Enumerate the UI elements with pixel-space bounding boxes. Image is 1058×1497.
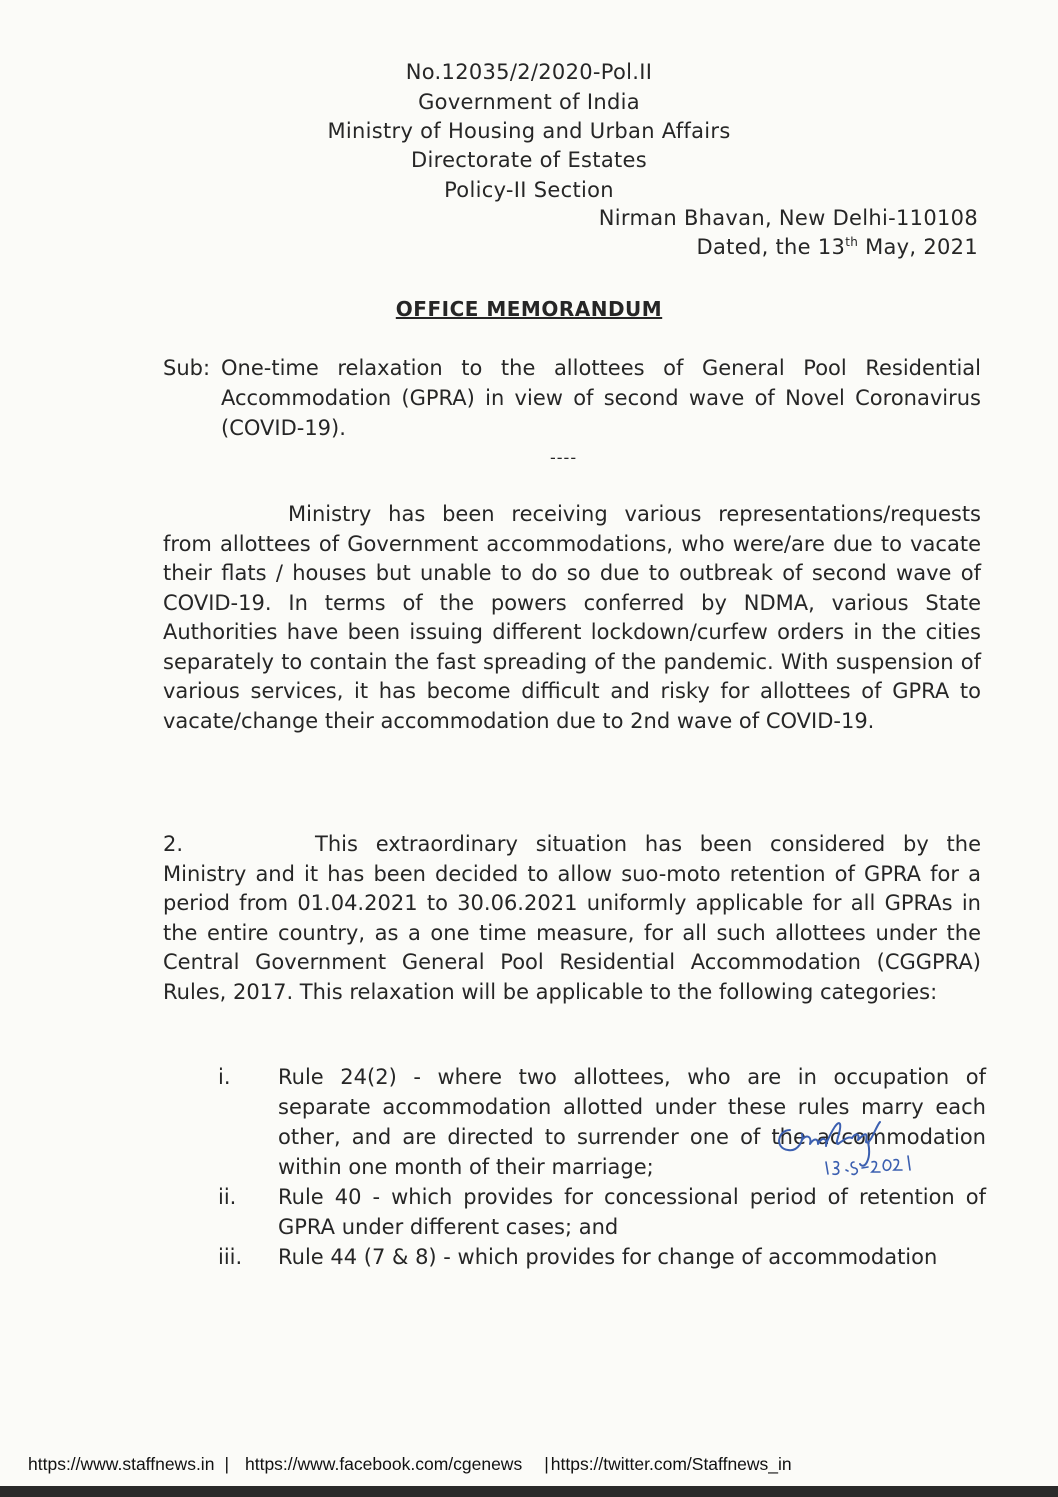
subject-separator: ---- [550,448,578,467]
facebook-link[interactable]: https://www.facebook.com/cgenews [244,1454,523,1474]
paragraph-1: Ministry has been receiving various representations/requests from allottees of Government accommodations, who were/are due to vacate their flats / houses but unable to do so due to outbreak of second wave of COVID-19. In terms of the powers conferred by NDMA, various State Authorities have been issuing different lockdown/curfew orders in the cities separately to contain the fast spreading of the pandemic. With suspension of various services, it has become difficult and risky for allottees of GPRA to vacate/change their accommodation due to 2nd wave of COVID-19. [163,502,981,733]
list-item [218,1242,986,1272]
subject-block [163,353,981,443]
directorate-line: Directorate of Estates [411,148,647,172]
date-prefix: Dated, the 13 [696,235,846,259]
date-line [697,235,978,259]
list-item-text: Rule 24(2) - where two allottees, who are in occupation of separate accommodation allotted under these rules marry each other, and are directed to surrender one of the accommodation within one month of their marriage; [278,1065,986,1179]
paragraph-2 [163,830,981,1007]
government-line: Government of India [418,90,640,114]
staffnews-link[interactable]: https://www.staffnews.in [28,1454,215,1474]
page-bottom-edge [0,1486,1058,1497]
date-superscript: th [845,235,859,249]
date-suffix: May, 2021 [858,235,978,259]
twitter-link[interactable]: https://twitter.com/Staffnews_in [550,1454,792,1474]
list-item-number: i. [218,1065,231,1089]
list-item-number: ii. [218,1185,237,1209]
list-item [218,1182,986,1242]
handwritten-signature [768,1100,928,1180]
list-item-text: Rule 44 (7 & 8) - which provides for change of accommodation [278,1245,938,1269]
paragraph-2-text: This extraordinary situation has been considered by the Ministry and it has been decided to allow suo-moto retention of GPRA for a period from 01.04.2021 to 30.06.2021 uniformly applicable for all GPRAs in the entire country, as a one time measure, for all such allottees under the Central Government General Pool Residential Accommodation (CGGPRA) Rules, 2017. This relaxation will be applicable to the following categories: [163,832,981,1004]
list-item-text: Rule 40 - which provides for concessional period of retention of GPRA under different cases; and [278,1185,986,1239]
subject-text: One-time relaxation to the allottees of General Pool Residential Accommodation (GPRA) in view of second wave of Novel Coronavirus (COVID-19). [221,356,981,440]
paragraph-2-number: 2. [163,832,184,856]
list-item-number: iii. [218,1245,243,1269]
footer-separator: | [544,1454,549,1474]
file-number: No.12035/2/2020-Pol.II [405,60,653,84]
memo-title: OFFICE MEMORANDUM [395,297,663,321]
ministry-line: Ministry of Housing and Urban Affairs [327,119,731,143]
footer-links [28,1454,1028,1475]
subject-label: Sub: [163,356,211,380]
footer-separator: | [224,1454,229,1474]
address-line: Nirman Bhavan, New Delhi-110108 [598,206,978,230]
section-line: Policy-II Section [444,178,614,202]
